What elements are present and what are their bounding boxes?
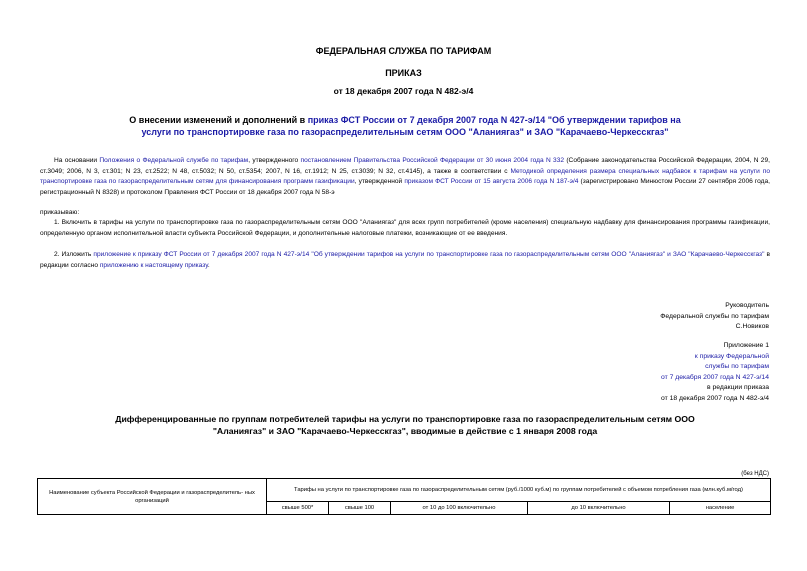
preamble-link-metodika[interactable]: Методикой определения размера специальных надбавок к тарифам на услуги по транспортировке газа по газораспределительным сетям для финансирования программ газификации	[40, 167, 770, 185]
signature-org: Федеральной службы по тарифам	[660, 312, 769, 320]
preamble-text-2: , утвержденного	[248, 157, 301, 164]
appendix-block	[549, 341, 769, 404]
item2-text-3: .	[207, 261, 210, 269]
org-name: ФЕДЕРАЛЬНАЯ СЛУЖБА ПО ТАРИФАМ	[315, 46, 492, 56]
preamble-text-1: На основании	[54, 157, 100, 164]
doc-date-number: от 18 декабря 2007 года N 482-э/4	[333, 86, 474, 96]
title-prefix: О внесении изменений и дополнений в	[129, 115, 308, 125]
preamble-paragraph	[40, 156, 770, 198]
appendix-link-3[interactable]: от 7 декабря 2007 года N 427-э/14	[660, 373, 769, 381]
item2-link-prilozhenie[interactable]: приложение к приказу ФСТ России от 7 декабря 2007 года N 427-э/14 "Об утверждении тарифов на услуги по транспортировке газа по газораспределительным сетям ООО "Аланиягаз" и ЗАО "Карачаево-Черкесскгаз"	[93, 251, 765, 258]
signature-block	[549, 301, 769, 333]
table-header-subject: Наименование субъекта Российской Федерации и газораспределитель- ных организаций	[38, 479, 267, 515]
appendix-label: Приложение 1	[723, 342, 769, 349]
appendix-edition-date: от 18 декабря 2007 года N 482-э/4	[660, 394, 769, 402]
tariff-table	[37, 478, 771, 515]
doc-type: ПРИКАЗ	[385, 68, 422, 78]
item2-text-1: 2. Изложить	[54, 251, 94, 258]
appendix-edition: в редакции приказа	[707, 384, 769, 391]
table-header-row	[38, 479, 771, 502]
appendix-link-1[interactable]: к приказу Федеральной	[694, 352, 769, 360]
vat-note: (без НДС)	[741, 471, 769, 477]
subcol-population: население	[670, 502, 771, 515]
subcol-over-500: свыше 500*	[267, 502, 329, 515]
subcol-10-100: от 10 до 100 включительно	[391, 502, 528, 515]
appendix-link-2[interactable]: службы по тарифам	[705, 363, 769, 370]
item2-text-2: в редакции согласно	[40, 251, 770, 269]
preamble-text-5: (зарегистрировано Минюстом России 27 сентября 2006 года, регистрационный N 8328) и протоколом Правления ФСТ России от 18 декабря 2007 года N 58-э	[40, 178, 770, 196]
table-title: Дифференцированные по группам потребителей тарифы на услуги по транспортировке газа по газораспределительным сетям ООО "Аланиягаз" и ЗАО "Карачаево-Черкесскгаз", вводимые в действие с 1 января 2008 года	[115, 414, 695, 436]
item-1-paragraph: 1. Включить в тарифы на услуги по транспортировке газа по газораспределительным сетям ООО "Аланиягаз" для всех групп потребителей (кроме населения) специальную надбавку для финансирования программы газификации, определенную органом исполнительной власти субъекта Российской Федерации, и дополнительные налоговые платежи, возникающие от ее введения.	[40, 219, 770, 237]
item-2-paragraph	[40, 250, 770, 271]
preamble-link-prikaz[interactable]: приказом ФСТ России от 15 августа 2006 года N 187-э/4	[404, 178, 579, 185]
preamble-link-postanovlenie[interactable]: постановлением Правительства Российской Федерации от 30 июня 2004 года N 332	[300, 157, 565, 164]
preamble-text-4: , утвержденной	[354, 178, 405, 185]
subcol-over-100: свыше 100	[329, 502, 391, 515]
subcol-up-to-10: до 10 включительно	[528, 502, 670, 515]
doc-title	[120, 114, 690, 138]
item2-link-nastoyashchemu[interactable]: приложению к настоящему приказу	[99, 261, 208, 269]
preamble-text-3: (Собрание законодательства Российской Федерации, 2004, N 29, ст.3049; 2006, N 3, ст.301; N 23, ст.2522; N 48, ст.5032; N 50, ст.5354; 2007, N 16, ст.1912; N 25, ст.3039; N 32, ст.4145), а также в соответствии с	[40, 157, 770, 175]
signature-position: Руководитель	[725, 302, 769, 309]
signature-name: С.Новиков	[735, 323, 769, 330]
title-link[interactable]: приказ ФСТ России от 7 декабря 2007 года N 427-э/14 "Об утверждении тарифов на услуги по транспортировке газа по газораспределительным сетям ООО "Аланиягаз" и ЗАО "Карачаево-Черкесскгаз"	[141, 115, 681, 137]
preamble-link-polozhenie[interactable]: Положения о Федеральной службе по тарифам	[99, 157, 249, 164]
table-header-tariffs: Тарифы на услуги по транспортировке газа по газораспределительным сетям (руб./1000 куб.м) по группам потребителей с объемом потребления газа (млн.куб.м/год)	[267, 479, 771, 502]
prikazyvayu-label: приказываю:	[40, 209, 80, 216]
